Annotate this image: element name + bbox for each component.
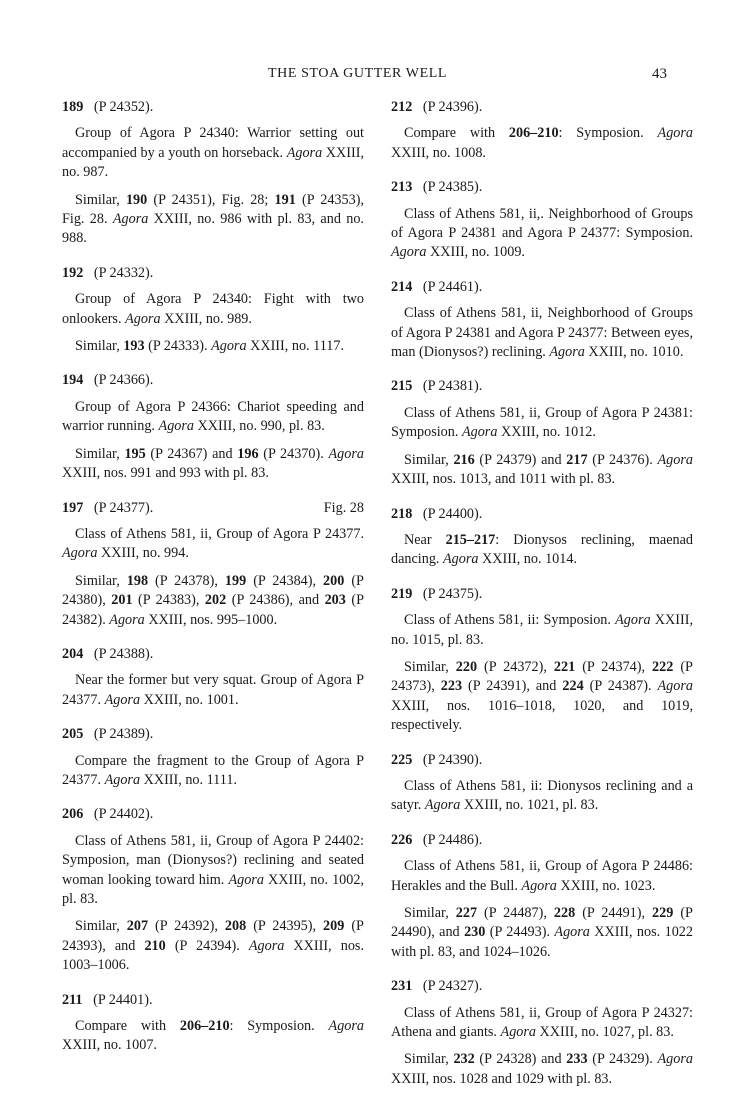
cross-ref-number: 193 [123, 338, 145, 355]
inventory-number: (P 24486). [422, 831, 483, 848]
entry-number: 225 [391, 751, 413, 768]
cross-ref-number: 198 [126, 572, 149, 589]
inventory-number: (P 24377). [93, 499, 154, 516]
entry-description: Class of Athens 581, ii, Group of Agora P 24377. Agora XXIII, no. 994. [62, 525, 364, 562]
entry-heading [391, 98, 693, 117]
publication-title: Agora [657, 125, 693, 142]
publication-title: Agora [424, 797, 461, 814]
inventory-number: (P 24402). [93, 806, 154, 823]
entry-description: Similar, 220 (P 24372), 221 (P 24374), 222 (P 24373), 223 (P 24391), and 224 (P 24387). Agora XXIII, nos. 1016–1018, 1020, and 1019, respectively. [391, 658, 693, 734]
entry-description: Class of Athens 581, ii, Group of Agora P 24327: Athena and giants. Agora XXIII, no. 1027, pl. 83. [391, 1004, 693, 1041]
inventory-number: (P 24332). [93, 264, 154, 281]
inventory-number: (P 24327). [422, 978, 483, 995]
cross-ref-number: 215–217 [445, 531, 496, 548]
cross-ref-number: 227 [455, 905, 478, 921]
entry-heading [62, 805, 364, 824]
catalogue-entry [391, 585, 693, 736]
entry-description: Group of Agora P 24340: Warrior setting out accompanied by a youth on horseback. Agora XXIII, no. 987. [62, 125, 365, 181]
entry-heading [391, 751, 693, 770]
publication-title: Agora [657, 678, 693, 695]
entry-heading [62, 371, 364, 390]
cross-ref-number: 201 [111, 592, 133, 609]
publication-title: Agora [554, 924, 590, 941]
cross-ref-number: 230 [464, 924, 486, 941]
entry-heading [62, 725, 364, 744]
entry-heading [62, 98, 364, 117]
entry-number: 226 [391, 831, 413, 848]
entry-description: Similar, 198 (P 24378), 199 (P 24384), 200 (P 24380), 201 (P 24383), 202 (P 24386), and 203 (P 24382). Agora XXIII, nos. 995–1000. [62, 572, 364, 628]
entry-description: Similar, 216 (P 24379) and 217 (P 24376). Agora XXIII, nos. 1013, and 1011 with pl. 83. [391, 451, 693, 488]
publication-title: Agora [657, 1051, 693, 1068]
cross-ref-number: 216 [453, 451, 475, 468]
publication-title: Agora [125, 310, 161, 327]
cross-ref-number: 217 [566, 451, 588, 468]
entry-heading [62, 991, 364, 1010]
entry-number: 205 [62, 726, 84, 743]
entry-heading [391, 278, 693, 297]
publication-title: Agora [328, 445, 364, 462]
entry-number: 197 [62, 499, 84, 516]
entry-heading [62, 645, 364, 664]
catalogue-entry [62, 991, 364, 1056]
entry-heading [391, 377, 693, 396]
publication-title: Agora [391, 244, 427, 261]
inventory-number: (P 24390). [422, 751, 483, 768]
catalogue-entry [62, 725, 364, 790]
entry-heading [391, 585, 693, 604]
entry-number: 219 [391, 585, 413, 602]
publication-title: Agora [521, 877, 557, 894]
entry-description: Group of Agora P 24366: Chariot speeding and warrior running. Agora XXIII, no. 990, pl. 83. [62, 398, 364, 435]
inventory-number: (P 24396). [422, 99, 483, 115]
cross-ref-number: 207 [126, 918, 149, 935]
publication-title: Agora [500, 1024, 536, 1041]
publication-title: Agora [62, 545, 98, 562]
entry-description: Class of Athens 581, ii, Group of Agora P 24402: Symposion, man (Dionysos?) reclining and seated woman looking toward him. Agora XXIII, no. 1002, pl. 83. [62, 832, 364, 907]
entry-description: Near 215–217: Dionysos reclining, maenad dancing. Agora XXIII, no. 1014. [391, 531, 693, 568]
cross-ref-number: 221 [553, 658, 576, 675]
cross-ref-number: 233 [566, 1051, 588, 1068]
entry-number: 189 [62, 99, 84, 115]
inventory-number: (P 24461). [422, 278, 483, 295]
entry-heading [391, 505, 693, 524]
publication-title: Agora [248, 937, 285, 954]
entry-number: 214 [391, 278, 413, 295]
inventory-number: (P 24381). [422, 378, 483, 395]
inventory-number: (P 24366). [93, 372, 154, 389]
entry-description: Similar, 193 (P 24333). Agora XXIII, no. 1117. [75, 338, 345, 355]
cross-ref-number: 196 [237, 445, 259, 462]
entry-number: 206 [62, 806, 84, 823]
cross-ref-number: 209 [323, 918, 345, 935]
entry-description: Class of Athens 581, ii, Group of Agora P 24381: Symposion. Agora XXIII, no. 1012. [391, 404, 693, 441]
cross-ref-number: 224 [562, 678, 584, 695]
entry-number: 231 [391, 978, 413, 995]
entry-description: Similar, 195 (P 24367) and 196 (P 24370). Agora XXIII, nos. 991 and 993 with pl. 83. [62, 445, 364, 482]
cross-ref-number: 200 [323, 572, 345, 589]
catalogue-entry [391, 98, 693, 163]
entry-description: Similar, 207 (P 24392), 208 (P 24395), 209 (P 24393), and 210 (P 24394). Agora XXIII, nos. 1003–1006. [62, 918, 364, 974]
entry-number: 204 [62, 645, 84, 662]
entry-number: 194 [62, 372, 84, 389]
cross-ref-number: 228 [553, 905, 576, 921]
entry-heading [62, 264, 364, 283]
catalogue-entry [62, 499, 364, 630]
publication-title: Agora [657, 451, 693, 468]
inventory-number: (P 24385). [422, 179, 483, 196]
left-column [62, 98, 364, 1071]
entry-heading [391, 178, 693, 197]
entry-description: Compare with 206–210: Symposion. Agora XXIII, no. 1007. [62, 1018, 364, 1054]
cross-ref-number: 202 [204, 592, 227, 609]
inventory-number: (P 24389). [93, 726, 154, 743]
cross-ref-number: 232 [453, 1051, 475, 1068]
cross-ref-number: 195 [124, 445, 146, 462]
cross-ref-number: 222 [652, 658, 674, 675]
publication-title: Agora [104, 771, 141, 788]
entry-description: Class of Athens 581, ii, Neighborhood of Groups of Agora P 24381 and Agora P 24377: Between eyes, man (Dionysos?) reclining. Agora XXIII, no. 1010. [391, 305, 693, 361]
inventory-number: (P 24352). [93, 99, 154, 115]
publication-title: Agora [228, 871, 264, 888]
entry-number: 215 [391, 378, 413, 395]
entry-description: Similar, 227 (P 24487), 228 (P 24491), 229 (P 24490), and 230 (P 24493). Agora XXIII, nos. 1022 with pl. 83, and 1024–1026. [391, 905, 693, 960]
entry-description: Similar, 190 (P 24351), Fig. 28; 191 (P 24353), Fig. 28. Agora XXIII, no. 986 with pl. 83, and no. 988. [62, 191, 364, 247]
running-head: THE STOA GUTTER WELL [268, 66, 448, 81]
publication-title: Agora [549, 344, 585, 361]
entry-heading [391, 831, 693, 850]
entry-description: Compare the fragment to the Group of Agora P 24377. Agora XXIII, no. 1111. [62, 752, 364, 788]
publication-title: Agora [615, 612, 651, 629]
entry-description: Compare with 206–210: Symposion. Agora XXIII, no. 1008. [391, 125, 693, 161]
entry-number: 211 [62, 991, 83, 1008]
cross-ref-number: 203 [324, 592, 346, 609]
catalogue-entry [62, 371, 364, 483]
catalogue-entry [391, 831, 693, 962]
cross-ref-number: 208 [224, 918, 247, 935]
entry-description: Class of Athens 581, ii, Group of Agora P 24486: Herakles and the Bull. Agora XXIII, no. 1023. [391, 858, 693, 894]
publication-title: Agora [461, 424, 498, 441]
entry-heading [391, 977, 693, 996]
cross-ref-number: 210 [144, 937, 166, 954]
publication-title: Agora [112, 211, 149, 228]
entry-description: Class of Athens 581, ii: Symposion. Agora XXIII, no. 1015, pl. 83. [391, 612, 694, 648]
inventory-number: (P 24375). [422, 585, 483, 602]
entry-description: Class of Athens 581, ii: Dionysos reclining and a satyr. Agora XXIII, no. 1021, pl. 83. [391, 777, 693, 814]
cross-ref-number: 223 [440, 678, 463, 695]
publication-title: Agora [211, 338, 247, 355]
cross-ref-number: 229 [652, 905, 674, 921]
page-header [0, 64, 749, 88]
entry-description: Near the former but very squat. Group of Agora P 24377. Agora XXIII, no. 1001. [62, 672, 364, 708]
entry-number: 213 [391, 179, 413, 196]
catalogue-entry [391, 751, 693, 816]
cross-ref-number: 220 [455, 658, 478, 675]
page-number: 43 [652, 66, 667, 82]
entry-number: 218 [391, 505, 413, 522]
right-column [391, 98, 693, 1104]
catalogue-entry [62, 645, 364, 710]
entry-heading [62, 499, 364, 518]
catalogue-entry [62, 805, 364, 975]
publication-title: Agora [158, 418, 194, 435]
publication-title: Agora [328, 1018, 364, 1035]
inventory-number: (P 24400). [422, 505, 483, 522]
catalogue-entry [391, 377, 693, 489]
entry-description: Similar, 232 (P 24328) and 233 (P 24329). Agora XXIII, nos. 1028 and 1029 with pl. 83. [391, 1051, 693, 1087]
catalogue-entry [391, 977, 693, 1089]
catalogue-entry [62, 98, 364, 249]
cross-ref-number: 190 [125, 191, 148, 208]
inventory-number: (P 24401). [93, 991, 153, 1008]
entry-description: Class of Athens 581, ii,. Neighborhood of Groups of Agora P 24381 and Agora P 24377: Symposion. Agora XXIII, no. 1009. [391, 205, 693, 261]
entry-number: 192 [62, 264, 84, 281]
publication-title: Agora [286, 144, 323, 161]
entry-number: 212 [391, 99, 413, 115]
publication-title: Agora [109, 611, 145, 628]
entry-description: Group of Agora P 24340: Fight with two onlookers. Agora XXIII, no. 989. [62, 291, 364, 327]
publication-title: Agora [104, 691, 141, 708]
figure-reference: Fig. 28 [323, 499, 364, 516]
catalogue-entry [62, 264, 364, 357]
catalogue-entry [391, 278, 693, 363]
cross-ref-number: 206–210 [508, 125, 559, 142]
cross-ref-number: 199 [224, 572, 247, 589]
catalogue-entry [391, 178, 693, 263]
cross-ref-number: 191 [274, 191, 296, 208]
cross-ref-number: 206–210 [179, 1018, 230, 1035]
catalogue-entry [391, 505, 693, 570]
publication-title: Agora [443, 551, 479, 568]
inventory-number: (P 24388). [93, 645, 154, 662]
